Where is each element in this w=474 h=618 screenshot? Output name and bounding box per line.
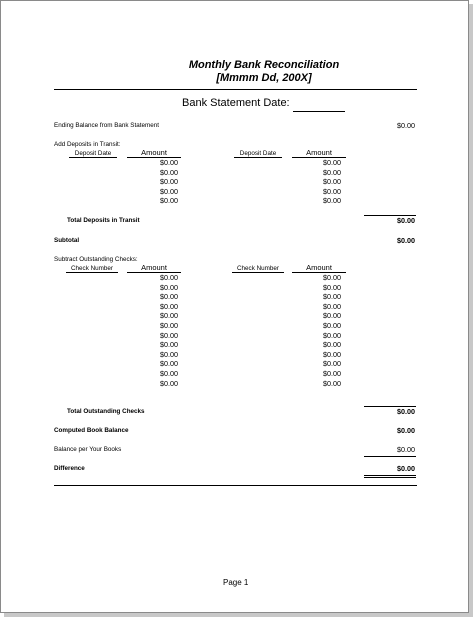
balance-per-books-label: Balance per Your Books bbox=[54, 446, 122, 453]
deposit-amount-cell: $0.00 bbox=[160, 196, 178, 206]
deposit-amount-cell: $0.00 bbox=[160, 177, 178, 187]
deposit-amount-header-right: Amount bbox=[292, 148, 346, 158]
check-amount-cell: $0.00 bbox=[323, 330, 341, 340]
check-amount-cell: $0.00 bbox=[323, 292, 341, 302]
total-deposits-value: $0.00 bbox=[397, 216, 415, 225]
check-amount-cell: $0.00 bbox=[160, 282, 178, 292]
check-number-header-right: Check Number bbox=[232, 265, 284, 273]
difference-double-rule-top bbox=[364, 475, 416, 476]
deposits-section-label: Add Deposits in Transit: bbox=[54, 141, 121, 148]
difference-value: $0.00 bbox=[397, 464, 415, 473]
page-shadow-right bbox=[469, 4, 473, 616]
deposit-date-header-left: Deposit Date bbox=[69, 150, 117, 158]
check-amount-cell: $0.00 bbox=[323, 273, 341, 282]
total-checks-value: $0.00 bbox=[397, 407, 415, 416]
balance-per-books-value: $0.00 bbox=[397, 445, 415, 454]
ending-balance-value: $0.00 bbox=[397, 121, 415, 130]
deposit-amount-cell: $0.00 bbox=[323, 158, 341, 167]
check-amount-header-left: Amount bbox=[127, 263, 181, 273]
page-shadow-bottom bbox=[4, 613, 473, 617]
check-amount-cell: $0.00 bbox=[323, 282, 341, 292]
check-amount-cell: $0.00 bbox=[323, 369, 341, 378]
statement-date-field[interactable] bbox=[293, 111, 345, 112]
subtotal-label: Subtotal bbox=[54, 237, 80, 244]
deposit-date-header-right: Deposit Date bbox=[234, 150, 282, 158]
balance-per-books-rule bbox=[364, 456, 416, 457]
total-checks-label: Total Outstanding Checks bbox=[67, 408, 145, 415]
computed-book-balance-value: $0.00 bbox=[397, 426, 415, 435]
check-amount-cell: $0.00 bbox=[160, 330, 178, 340]
page-number: Page 1 bbox=[223, 578, 249, 587]
deposit-amount-cell: $0.00 bbox=[323, 167, 341, 177]
check-amount-header-right: Amount bbox=[292, 263, 346, 273]
checks-section-label: Subtract Outstanding Checks: bbox=[54, 256, 138, 263]
deposit-amount-cell: $0.00 bbox=[323, 196, 341, 206]
title-line-2: [Mmmm Dd, 200X] bbox=[216, 72, 312, 84]
ending-balance-label: Ending Balance from Bank Statement bbox=[54, 122, 160, 129]
check-amount-cell: $0.00 bbox=[323, 359, 341, 369]
deposit-amount-cell: $0.00 bbox=[323, 177, 341, 187]
computed-book-balance-label: Computed Book Balance bbox=[54, 427, 129, 434]
check-amount-cell: $0.00 bbox=[323, 301, 341, 311]
check-amount-cell: $0.00 bbox=[160, 273, 178, 282]
check-amount-cell: $0.00 bbox=[160, 292, 178, 302]
deposit-amount-cell: $0.00 bbox=[160, 167, 178, 177]
check-amount-cell: $0.00 bbox=[160, 340, 178, 350]
check-number-header-left: Check Number bbox=[66, 265, 118, 273]
total-deposits-label: Total Deposits in Transit bbox=[67, 217, 140, 224]
check-amount-cell: $0.00 bbox=[160, 321, 178, 330]
deposit-amount-cell: $0.00 bbox=[323, 186, 341, 196]
check-amount-cell: $0.00 bbox=[323, 378, 341, 388]
check-amount-cell: $0.00 bbox=[160, 369, 178, 378]
deposit-amount-cell: $0.00 bbox=[160, 186, 178, 196]
check-amount-cell: $0.00 bbox=[323, 340, 341, 350]
check-amount-cell: $0.00 bbox=[160, 378, 178, 388]
check-amount-cell: $0.00 bbox=[323, 321, 341, 330]
check-amount-cell: $0.00 bbox=[160, 359, 178, 369]
title-line-1: Monthly Bank Reconciliation bbox=[188, 59, 340, 71]
difference-double-rule-bottom bbox=[364, 477, 416, 478]
title-divider bbox=[54, 89, 417, 90]
check-amount-cell: $0.00 bbox=[160, 301, 178, 311]
subtotal-value: $0.00 bbox=[397, 236, 415, 245]
check-amount-cell: $0.00 bbox=[160, 349, 178, 359]
check-amount-cell: $0.00 bbox=[160, 311, 178, 321]
difference-label: Difference bbox=[54, 465, 85, 472]
footer-divider bbox=[54, 485, 417, 486]
check-amount-cell: $0.00 bbox=[323, 311, 341, 321]
deposit-amount-header-left: Amount bbox=[127, 148, 181, 158]
deposit-amount-cell: $0.00 bbox=[160, 158, 178, 167]
check-amount-cell: $0.00 bbox=[323, 349, 341, 359]
statement-date-label: Bank Statement Date: bbox=[182, 97, 290, 109]
